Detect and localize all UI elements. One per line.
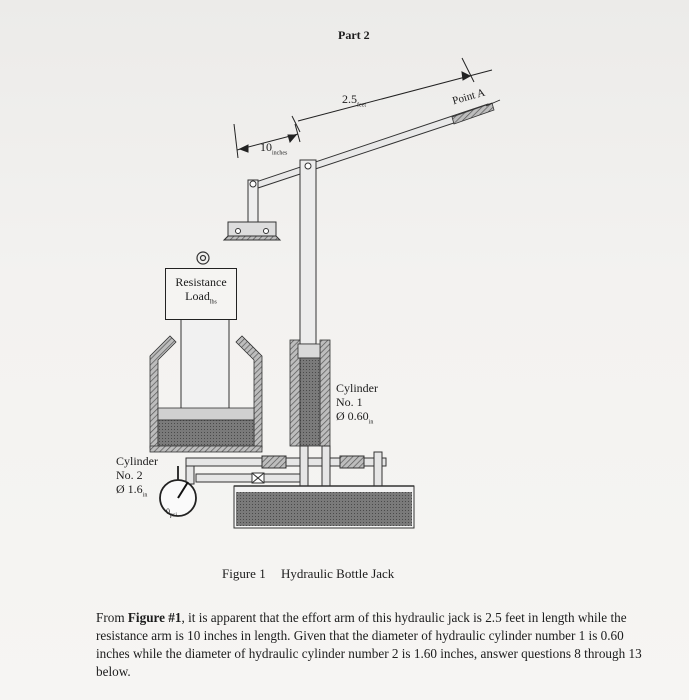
cylinder-1-label: Cylinder No. 1 Ø $0.60_{in}$: [336, 381, 378, 426]
figure-title: Hydraulic Bottle Jack: [280, 566, 395, 581]
cylinder-2-label: Cylinder No. 2 Ø $1.6_{in}$: [116, 454, 158, 499]
pump-piston-rod: [300, 160, 316, 344]
resistance-arm-label: $10_{inches}$: [260, 140, 288, 157]
figure-number: Figure 1: [222, 566, 266, 581]
lever-handle: [250, 100, 500, 190]
cylinder-1-body: [290, 340, 330, 446]
part-title: Part 2: [338, 28, 370, 42]
resistance-load-box: [165, 268, 237, 320]
lever-pivot-link: [224, 180, 280, 240]
cylinder-2-body: [150, 318, 262, 452]
effort-arm-label: $2.5_{feet}$: [342, 92, 366, 109]
resistance-load-line1: Resistance: [175, 275, 227, 289]
figure-caption: [222, 566, 406, 582]
reservoir: [234, 486, 414, 528]
point-a-label: Point A: [450, 86, 487, 108]
gauge-label: $0_{psi}$: [166, 507, 178, 519]
load-hook: [197, 252, 209, 264]
resistance-load-line2: Load$_{lbs}$: [185, 289, 217, 306]
problem-paragraph: From Figure #1, it is apparent that the effort arm of this hydraulic jack is 2.5 feet in length while the resistance arm is 10 inches in length. Given that the diameter of hydraulic cylinder number 1 is 0.60 inches while the diameter of hydraulic cylinder number 2 is 1.60 inches, answer questions 8 through 13 below.: [96, 610, 642, 679]
